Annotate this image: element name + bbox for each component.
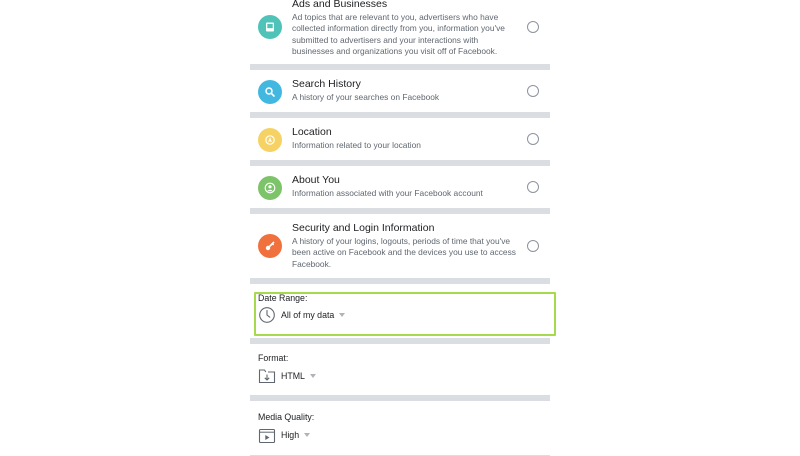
format-label: Format:: [258, 353, 289, 363]
category-location[interactable]: [250, 118, 550, 160]
key-icon: [258, 234, 282, 258]
category-title: Search History: [292, 78, 361, 90]
category-radio[interactable]: [527, 85, 539, 97]
category-security-and-login[interactable]: [250, 214, 550, 278]
category-title: Ads and Businesses: [292, 0, 388, 10]
format-section: [250, 344, 550, 395]
date-range-value: All of my data: [281, 310, 335, 320]
category-radio[interactable]: [527, 133, 539, 145]
category-title: Security and Login Information: [292, 222, 435, 234]
category-description: A history of your searches on Facebook: [292, 92, 440, 102]
download-file-icon: [258, 367, 276, 385]
format-select[interactable]: [281, 371, 316, 381]
date-range-label: Date Range:: [258, 293, 308, 303]
category-radio[interactable]: [527, 181, 539, 193]
chevron-down-icon: [310, 374, 316, 378]
ads-icon: [258, 15, 282, 39]
category-radio[interactable]: [527, 21, 539, 33]
category-search-history[interactable]: [250, 70, 550, 112]
category-description: Ad topics that are relevant to you, advertisers who have collected information directly from you, information you've submitted to advertisers and your interactions with businesses and organizations you visit off of Facebook.: [292, 12, 505, 57]
category-about-you[interactable]: [250, 166, 550, 208]
location-icon: [258, 128, 282, 152]
format-value: HTML: [281, 371, 305, 381]
download-info-panel: [250, 0, 550, 450]
category-radio[interactable]: [527, 240, 539, 252]
category-title: Location: [292, 126, 332, 138]
media-quality-value: High: [281, 430, 300, 440]
category-title: About You: [292, 174, 340, 186]
person-icon: [258, 176, 282, 200]
media-quality-section: [250, 401, 550, 455]
date-range-highlight: [254, 292, 556, 336]
chevron-down-icon: [304, 433, 310, 437]
category-description: A history of your logins, logouts, periods of time that you've been active on Facebook and the devices you use to access Facebook.: [292, 236, 516, 269]
category-description: Information related to your location: [292, 140, 421, 150]
search-icon: [258, 80, 282, 104]
video-icon: [258, 427, 276, 445]
media-quality-label: Media Quality:: [258, 412, 315, 422]
category-description: Information associated with your Facebook account: [292, 188, 483, 198]
media-quality-select[interactable]: [281, 430, 310, 440]
category-ads-and-businesses[interactable]: [250, 0, 550, 64]
